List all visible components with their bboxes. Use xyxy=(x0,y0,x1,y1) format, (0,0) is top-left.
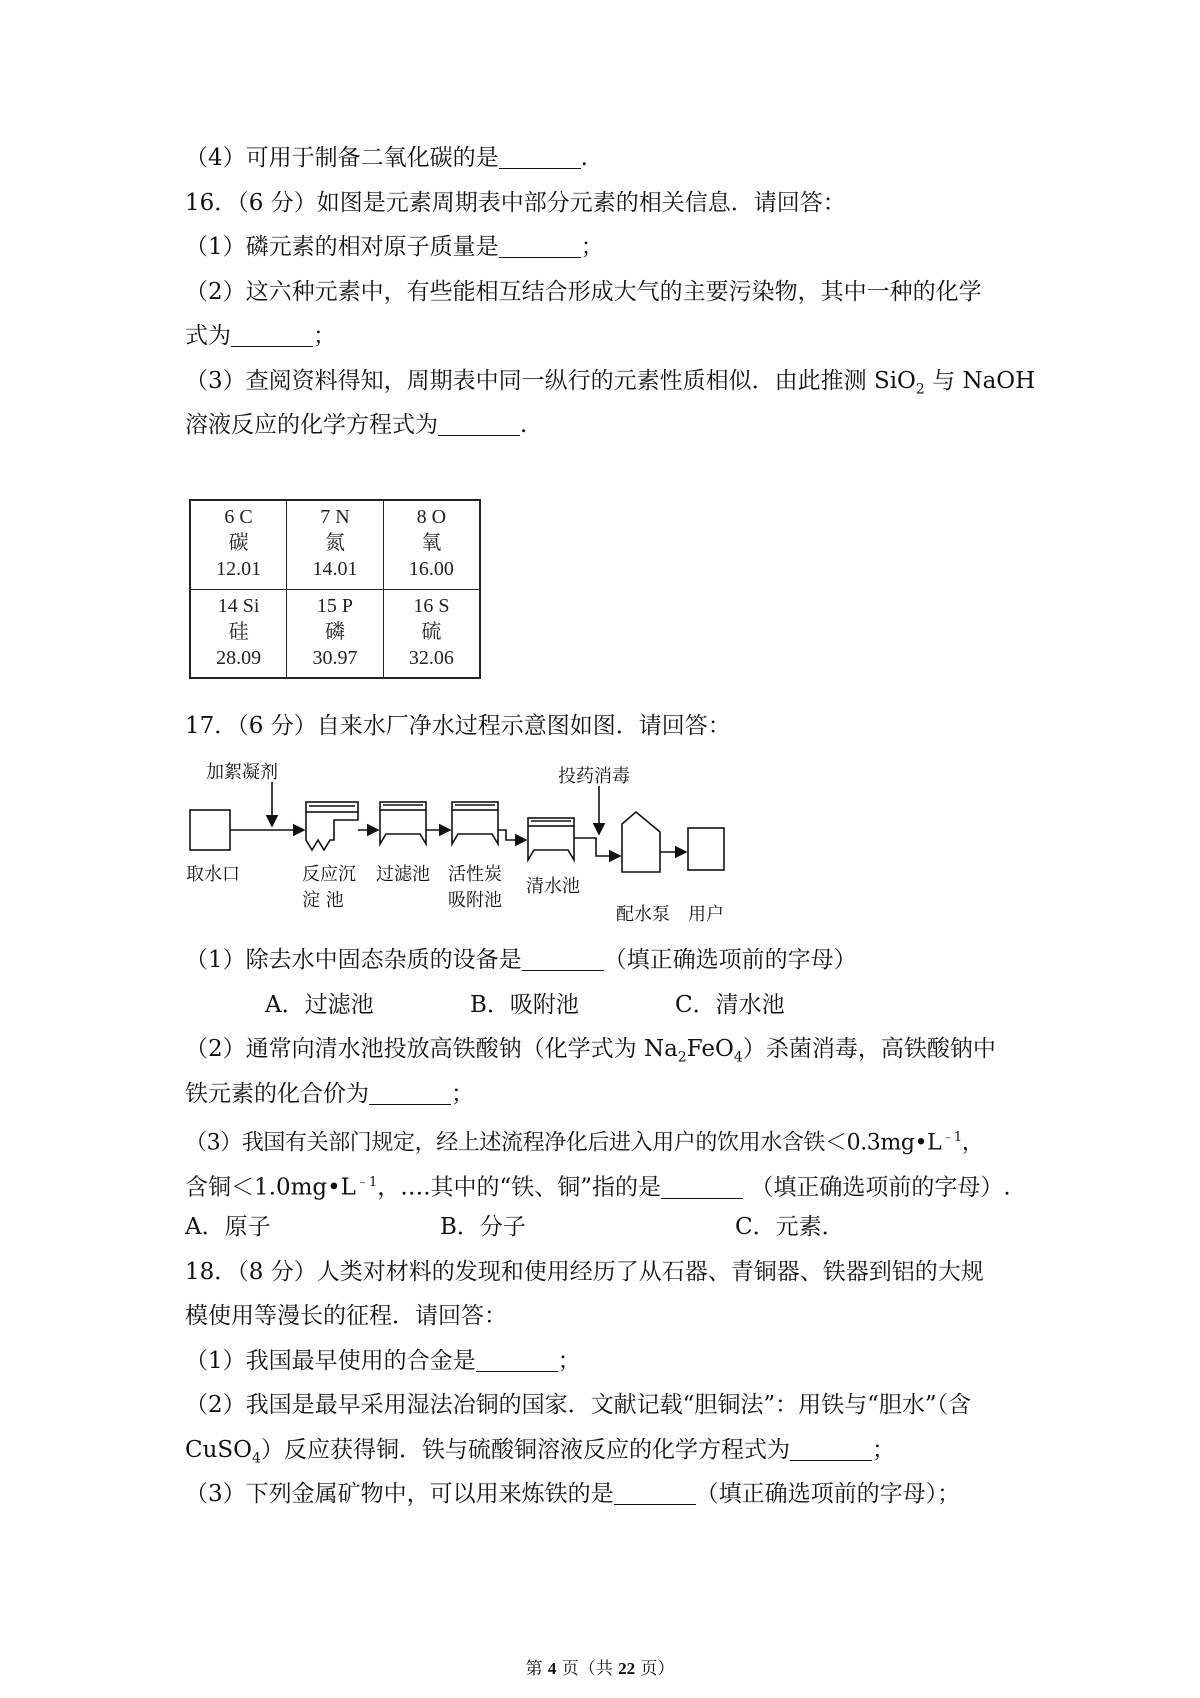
q15-part4: （4）可用于制备二氧化碳的是 . xyxy=(185,145,588,171)
answer-blank[interactable] xyxy=(231,324,313,347)
q16-part2-line1: （2）这六种元素中，有些能相互结合形成大气的主要污染物，其中一种的化学 xyxy=(185,279,982,305)
element-cell-s: 16 S 硫 32.06 xyxy=(383,589,480,678)
intake-box xyxy=(190,810,230,850)
page-footer: 第 4 页（共 22 页） xyxy=(525,1659,675,1679)
table-row xyxy=(190,589,480,678)
user-label: 用户 xyxy=(688,904,724,925)
option-b[interactable]: B．分子 xyxy=(440,1214,526,1240)
clear-water-label: 清水池 xyxy=(526,876,580,897)
option-a[interactable]: A．原子 xyxy=(185,1214,271,1240)
coagulant-label: 加絮凝剂 xyxy=(206,762,278,783)
carbon-label-1: 活性炭 xyxy=(448,864,502,885)
total-pages: 22 xyxy=(618,1659,636,1678)
answer-blank[interactable] xyxy=(661,1176,743,1199)
element-cell-c: 6 C 碳 12.01 xyxy=(190,500,287,589)
option-c[interactable]: C．元素． xyxy=(735,1214,845,1240)
element-cell-o: 8 O 氧 16.00 xyxy=(383,500,480,589)
page-number: 4 xyxy=(547,1659,557,1678)
user-box xyxy=(688,828,724,870)
q17-part1: （1）除去水中固态杂质的设备是 （填正确选项前的字母） xyxy=(185,947,857,973)
carbon-adsorption-tank xyxy=(452,802,498,844)
q17-stem: 17．（6 分）自来水厂净水过程示意图如图．请回答： xyxy=(185,713,731,739)
q18-stem-line2: 模使用等漫长的征程．请回答： xyxy=(185,1303,507,1329)
element-cell-n: 7 N 氮 14.01 xyxy=(287,500,384,589)
answer-blank[interactable] xyxy=(499,235,581,258)
answer-blank[interactable] xyxy=(438,413,520,436)
flow-arrow xyxy=(498,830,526,840)
sedimentation-tank xyxy=(306,802,358,850)
q18-part2-line1: （2）我国是最早采用湿法冶铜的国家．文献记载“胆铜法”：用铁与“胆水”（含 xyxy=(185,1392,972,1418)
answer-blank[interactable] xyxy=(476,1349,558,1372)
option-c[interactable]: C．清水池 xyxy=(675,992,785,1018)
q18-stem-line1: 18．（8 分）人类对材料的发现和使用经历了从石器、青铜器、铁器到铝的大规 xyxy=(185,1259,984,1285)
q18-part2-line2: CuSO$_4$）反应获得铜．铁与硫酸铜溶液反应的化学方程式为 ； xyxy=(185,1437,895,1467)
filter-tank xyxy=(380,802,426,844)
pump-shape xyxy=(622,812,660,872)
q17-part3-line2: 含铜$<1.0mg•L^{﹣1}$，….其中的“铁、铜”指的是 （填正确选项前的字母）. xyxy=(185,1174,1011,1201)
intake-label: 取水口 xyxy=(186,864,240,885)
carbon-label-2: 吸附池 xyxy=(448,890,502,911)
q16-part1: （1）磷元素的相对原子质量是 ； xyxy=(185,234,604,260)
clear-water-tank xyxy=(528,818,574,860)
periodic-table-excerpt xyxy=(189,499,481,679)
q17-part2-line2: 铁元素的化合价为 ； xyxy=(185,1081,474,1107)
element-cell-si: 14 Si 硅 28.09 xyxy=(190,589,287,678)
flow-arrow xyxy=(574,838,620,856)
q17-part3-line1: （3）我国有关部门规定，经上述流程净化后进入用户的饮用水含铁$<0.3mg•L^{﹣1}$， xyxy=(185,1130,984,1156)
q17-part3-options xyxy=(185,1212,845,1242)
q16-part3-line2: 溶液反应的化学方程式为 . xyxy=(185,412,528,438)
q18-part1: （1）我国最早使用的合金是 ； xyxy=(185,1348,581,1374)
answer-blank[interactable] xyxy=(369,1082,451,1105)
answer-blank[interactable] xyxy=(499,146,581,169)
table-row xyxy=(190,500,480,589)
water-treatment-flow-diagram xyxy=(186,760,806,940)
filter-label: 过滤池 xyxy=(376,864,430,885)
element-cell-p: 15 P 磷 30.97 xyxy=(287,589,384,678)
pump-label: 配水泵 xyxy=(616,904,670,925)
q17-part2-line1: （2）通常向清水池投放高铁酸钠（化学式为 $Na_2FeO_4$）杀菌消毒，高铁酸钠中 xyxy=(185,1036,996,1066)
answer-blank[interactable] xyxy=(522,948,604,971)
option-b[interactable]: B．吸附池 xyxy=(470,992,579,1018)
q18-part3: （3）下列金属矿物中，可以用来炼铁的是 （填正确选项前的字母）； xyxy=(185,1481,961,1507)
q16-part2-line2: 式为 ； xyxy=(185,323,336,349)
answer-blank[interactable] xyxy=(614,1482,696,1505)
q16-part3-line1: （3）查阅资料得知，周期表中同一纵行的元素性质相似．由此推测 SiO$_2$ 与 NaOH xyxy=(185,368,1036,398)
sedimentation-label-1: 反应沉 xyxy=(302,864,356,885)
answer-blank[interactable] xyxy=(790,1438,872,1461)
disinfect-label: 投药消毒 xyxy=(558,766,630,787)
sedimentation-label-2: 淀 池 xyxy=(302,890,344,911)
option-a[interactable]: A．过滤池 xyxy=(265,992,374,1018)
q16-stem: 16．（6 分）如图是元素周期表中部分元素的相关信息．请回答： xyxy=(185,190,846,216)
q17-part1-options xyxy=(265,990,785,1020)
